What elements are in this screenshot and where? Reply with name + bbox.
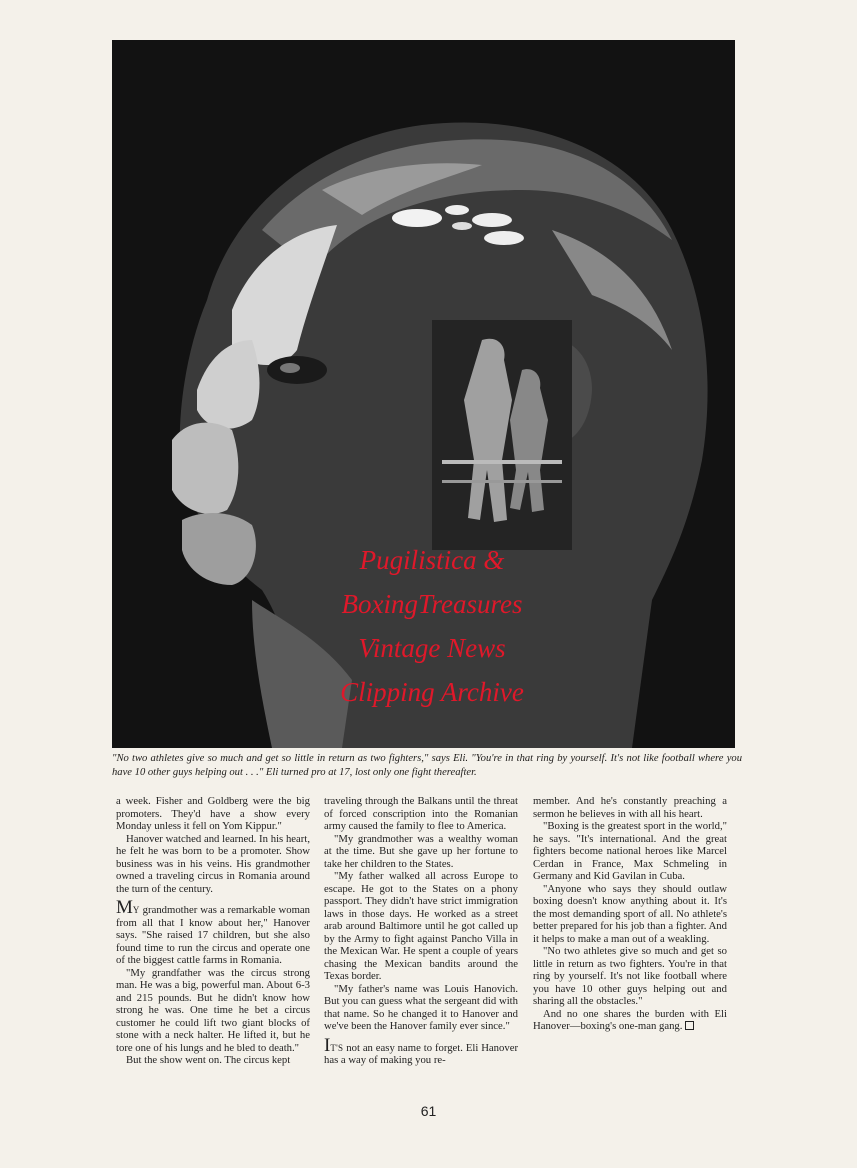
paragraph-text: And no one shares the burden with Eli Hanover—boxing's one-man gang. bbox=[533, 1007, 727, 1032]
paragraph: Hanover watched and learned. In his heart, he felt he was born to be a promoter. Show business was in his veins. His grandmother owned a traveling circus in Romania around the turn of the century. bbox=[116, 832, 310, 895]
portrait-photo bbox=[112, 40, 735, 748]
drop-cap: M bbox=[116, 897, 133, 918]
paragraph: But the show went on. The circus kept bbox=[126, 1054, 291, 1066]
paragraph: a week. Fisher and Goldberg were the big promoters. They'd have a show every Monday unless it fell on Yom Kippur." bbox=[116, 795, 310, 832]
watermark-line-2: BoxingTreasures bbox=[341, 589, 523, 619]
end-mark-icon bbox=[685, 1021, 694, 1030]
watermark-line-3: Vintage News bbox=[358, 633, 506, 663]
paragraph: "Boxing is the greatest sport in the world," he says. "It's international. And the great fighters become national heroes like Marcel Cerdan in France, Max Schmeling in Germany and Kid Gavilan in Cuba. bbox=[533, 820, 727, 882]
paragraph-dropcap bbox=[116, 897, 310, 967]
article-column-1 bbox=[116, 795, 310, 1067]
page-number: 61 bbox=[420, 1103, 437, 1119]
drop-cap: I bbox=[324, 1034, 331, 1056]
paragraph-text: not an easy name to forget. Eli Hanover has a way of making you re- bbox=[324, 1041, 518, 1066]
paragraph: "No two athletes give so much and get so little in return as two fighters. You're in that ring by yourself. It's not like football where you have 10 other guys helping out and sharing all the obstacles." bbox=[533, 945, 727, 1007]
watermark-line-4: Clipping Archive bbox=[340, 677, 524, 707]
paragraph-text: grandmother was a remarkable woman from all that I know about her," Hanover says. "She raised 17 children, but she also found time to run the circus and operate one of the biggest cattle farms in Romania. bbox=[116, 904, 310, 966]
paragraph: "Anyone who says they should outlaw boxing doesn't know anything about it. It's the most demanding sport of all. No athlete's better prepared for his job than a fighter. And it helps to make a man out of a weakling. bbox=[533, 882, 727, 945]
paragraph: "My grandmother was a wealthy woman at the time. But she gave up her fortune to take her children to the States. bbox=[324, 832, 518, 870]
paragraph: member. And he's constantly preaching a sermon he believes in with all his heart. bbox=[533, 795, 727, 820]
article-column-3 bbox=[533, 795, 727, 1033]
paragraph: "My grandfather was the circus strong man. He was a big, powerful man. About 6-3 and 215 pounds. But he didn't know how strong he was. One time he bet a circus customer he could lift two giant blocks of stone with a neck halter. He lifted it, but he tore one of his lungs and he bled to death." bbox=[116, 966, 310, 1054]
paragraph bbox=[533, 1008, 727, 1033]
article-column-2 bbox=[324, 795, 518, 1067]
watermark-line-1: Pugilistica & bbox=[359, 545, 505, 575]
paragraph: "My father's name was Louis Hanovich. But you can guess what the sergeant did with that name. So he changed it to Hanover and we've been the Hanover family ever since." bbox=[324, 982, 518, 1032]
paragraph: traveling through the Balkans until the threat of forced conscription into the Romanian army caused the family to flee to America. bbox=[324, 795, 518, 832]
paragraph-dropcap bbox=[324, 1034, 518, 1067]
paragraph: "My father walked all across Europe to escape. He got to the States on a phony passport. They didn't have strict immigration laws in those days. He worked as a street arab around Baltimore until he got called up by the Army to fight against Pancho Villa in the Mexican War. He spent a couple of years chasing the Mexican bandits around the Texas border. bbox=[324, 870, 518, 982]
archive-watermark bbox=[262, 538, 602, 714]
photo-caption: "No two athletes give so much and get so little in return as two fighters," says Eli. "You're in that ring by yourself. It's not like football where you have 10 other guys helping out . . ." Eli turned pro at 17, lost only one fight thereafter. bbox=[112, 753, 742, 778]
small-caps: T'S bbox=[330, 1042, 344, 1053]
small-caps: Y bbox=[132, 905, 140, 915]
